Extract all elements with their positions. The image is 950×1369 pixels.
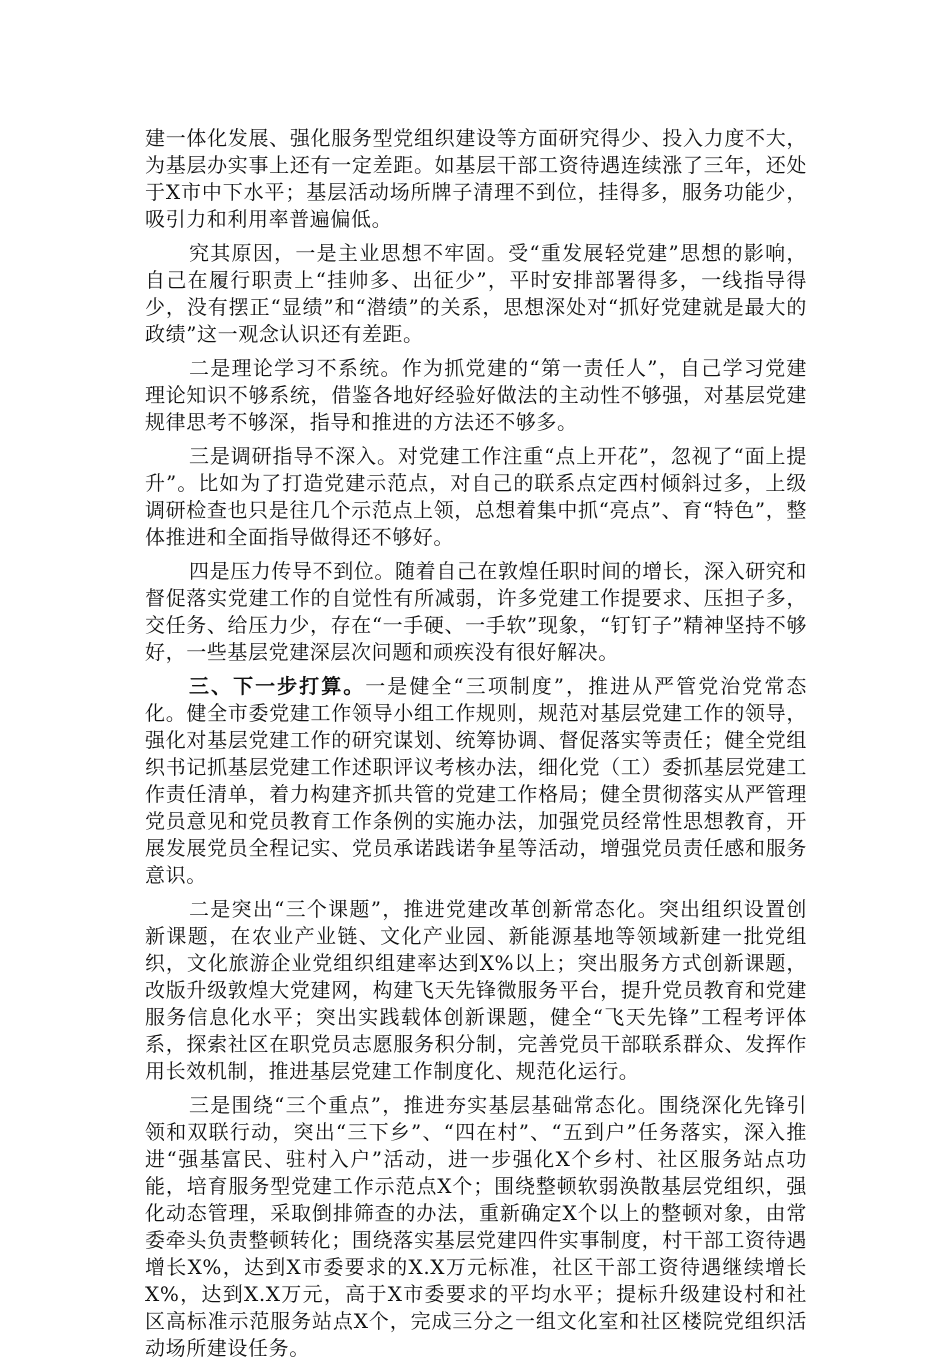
paragraph-3-text: 二是理论学习不系统。作为抓党建的“第一责任人”，自己学习党建理论知识不够系统，借鉴各地好经验好做法的主动性不够强，对基层党建规律思考不够深，指导和推进的方法还不够多。 xyxy=(145,356,807,434)
document-page xyxy=(145,125,807,1369)
section-three-heading: 三、下一步打算。 xyxy=(189,674,366,698)
paragraph-4 xyxy=(145,443,807,551)
paragraph-7-text: 二是突出“三个课题”，推进党建改革创新常态化。突出组织设置创新课题，在农业产业链、文化产业园、新能源基地等领域新建一批党组织，文化旅游企业党组织组建率达到X%以上；突出服务方式创新课题，改版升级敦煌大党建网，构建飞天先锋微服务平台，提升党员教育和党建服务信息化水平；突出实践载体创新课题，健全“飞天先锋”工程考评体系，探索社区在职党员志愿服务积分制，完善党员干部联系群众、发挥作用长效机制，推进基层党建工作制度化、规范化运行。 xyxy=(145,897,807,1083)
paragraph-8 xyxy=(145,1092,807,1362)
paragraph-6-text: 一是健全“三项制度”，推进从严管党治党常态化。健全市委党建工作领导小组工作规则，规范对基层党建工作的领导，强化对基层党建工作的研究谋划、统筹协调、督促落实等责任；健全党组织书记抓基层党建工作述职评议考核办法，细化党（工）委抓基层党建工作责任清单，着力构建齐抓共管的党建工作格局；健全贯彻落实从严管理党员意见和党员教育工作条例的实施办法，加强党员经常性思想教育，开展发展党员全程记实、党员承诺践诺争星等活动，增强党员责任感和服务意识。 xyxy=(145,674,807,887)
paragraph-3 xyxy=(145,355,807,436)
paragraph-1-text: 建一体化发展、强化服务型党组织建设等方面研究得少、投入力度不大，为基层办实事上还有一定差距。如基层干部工资待遇连续涨了三年，还处于X市中下水平；基层活动场所牌子清理不到位，挂得多，服务功能少，吸引力和利用率普遍偏低。 xyxy=(145,126,807,231)
paragraph-8-text: 三是围绕“三个重点”，推进夯实基层基础常态化。围绕深化先锋引领和双联行动，突出“三下乡”、“四在村”、“五到户”任务落实，深入推进“强基富民、驻村入户”活动，进一步强化X个乡村、社区服务站点功能，培育服务型党建工作示范点X个；围绕整顿软弱涣散基层党组织，强化动态管理，采取倒排筛查的办法，重新确定X个以上的整顿对象，由常委牵头负责整顿转化；围绕落实基层党建四件实事制度，村干部工资待遇增长X%，达到X市委要求的X.X万元标准，社区干部工资待遇继续增长X%，达到X.X万元，高于X市委要求的平均水平；提标升级建设村和社区高标准示范服务站点X个，完成三分之一组文化室和社区楼院党组织活动场所建设任务。 xyxy=(145,1093,807,1360)
paragraph-4-text: 三是调研指导不深入。对党建工作注重“点上开花”，忽视了“面上提升”。比如为了打造党建示范点，对自己的联系点定西村倾斜过多，上级调研检查也只是往几个示范点上领，总想着集中抓“亮点”、育“特色”，整体推进和全面指导做得还不够好。 xyxy=(145,444,807,549)
paragraph-5 xyxy=(145,558,807,666)
paragraph-7 xyxy=(145,896,807,1085)
paragraph-1 xyxy=(145,125,807,233)
paragraph-2-text: 究其原因，一是主业思想不牢固。受“重发展轻党建”思想的影响，自己在履行职责上“挂帅多、出征少”，平时安排部署得多，一线指导得少，没有摆正“显绩”和“潜绩”的关系，思想深处对“抓好党建就是最大的政绩”这一观念认识还有差距。 xyxy=(145,241,807,346)
paragraph-5-text: 四是压力传导不到位。随着自己在敦煌任职时间的增长，深入研究和督促落实党建工作的自觉性有所减弱，许多党建工作提要求、压担子多，交任务、给压力少，存在“一手硬、一手软”现象，“钉钉子”精神坚持不够好，一些基层党建深层次问题和顽疾没有很好解决。 xyxy=(145,559,807,664)
paragraph-6 xyxy=(145,673,807,889)
paragraph-2 xyxy=(145,240,807,348)
